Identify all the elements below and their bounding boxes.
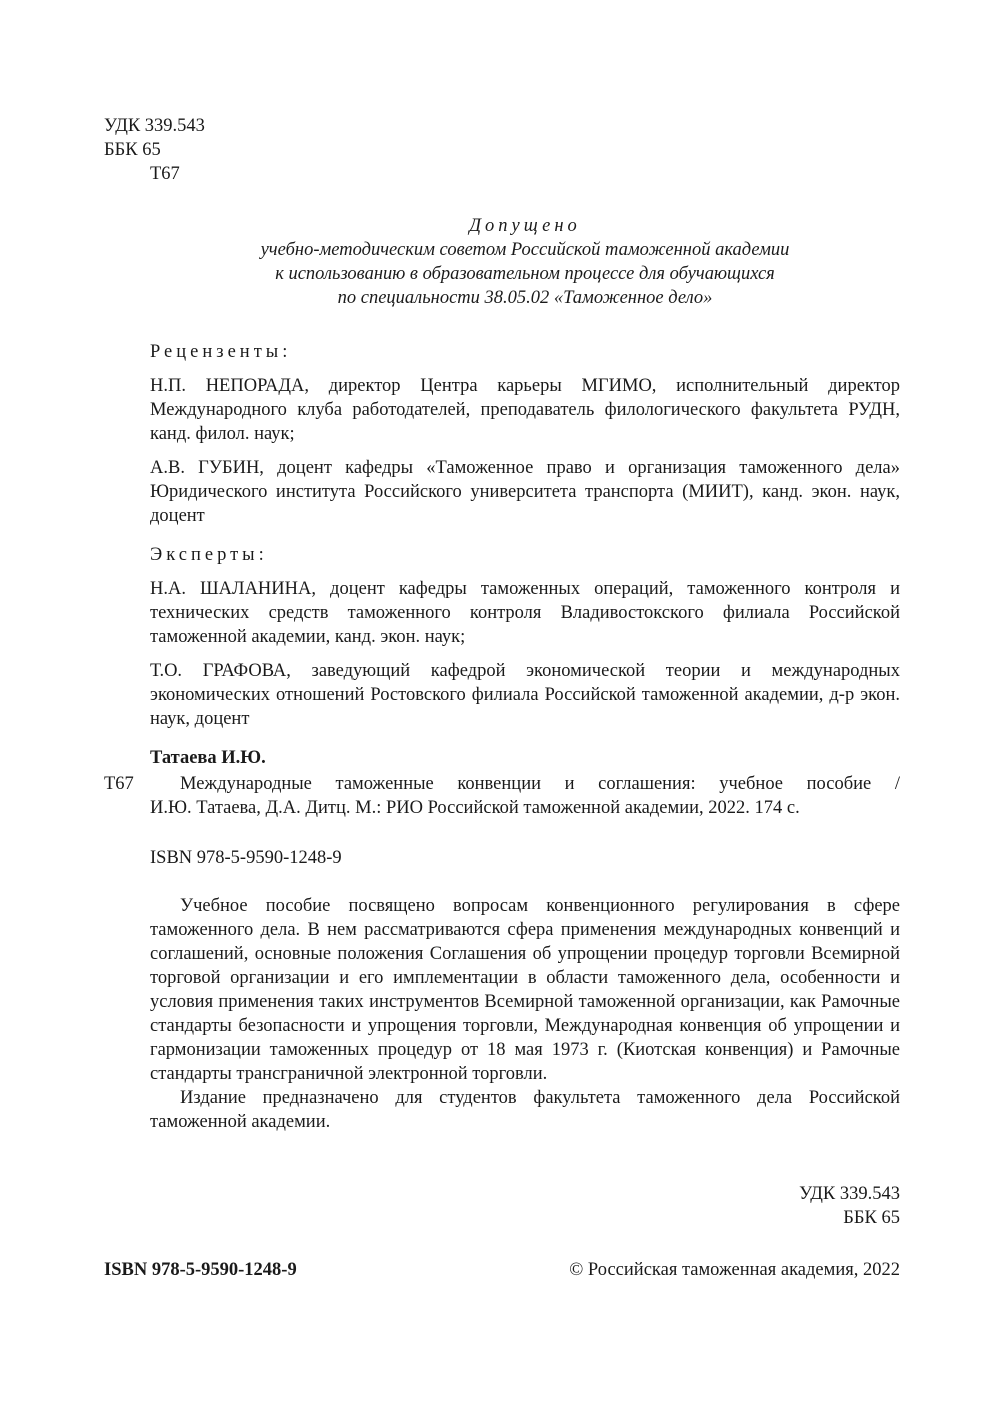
footer-classification [799,1182,900,1230]
abstract [150,894,900,1134]
abstract-paragraph: Издание предназначено для студентов факультета таможенного дела Российской таможенной академии. [150,1088,900,1132]
reviewer-entry: А.В. ГУБИН, доцент кафедры «Таможенное право и организация таможенного дела» Юридического института Российского университета транспорта (МИИТ), канд. экон. наук, доцент [150,458,900,526]
copyright: © Российская таможенная академия, 2022 [569,1260,900,1280]
abstract-paragraph: Учебное пособие посвящено вопросам конвенционного регулирования в сфере таможенного дела. В нем рассматриваются сфера применения международных конвенций и соглашений, основные положения Соглашения об упрощении процедур торговли Всемирной торговой организации и его имплементации в области таможенного дела, особенности и условия применения таких инструментов Всемирной таможенной организации, как Рамочные стандарты безопасности и упрощения торговли, Международная конвенция об упрощении и гармонизации таможенных процедур от 18 мая 1973 г. (Киотская конвенция) и Рамочные стандарты трансграничной электронной торговли. [150,896,900,1084]
approval-line: к использованию в образовательном процессе для обучающихся [275,264,775,284]
classification-block [104,114,205,186]
footer-udk: УДК 339.543 [799,1184,900,1204]
approval-title: Допущено [469,216,581,236]
bibliography-line-2: И.Ю. Татаева, Д.А. Дитц. М.: РИО Российской таможенной академии, 2022. 174 с. [150,798,800,818]
bibliographic-description [150,772,900,820]
bbk-code: ББК 65 [104,140,161,160]
bibliography-code: Т67 [104,774,134,794]
author-mark: Т67 [150,164,180,184]
expert-entry: Н.А. ШАЛАНИНА, доцент кафедры таможенных операций, таможенного контроля и технических средств таможенного контроля Владивостокского филиала Российской таможенной академии, канд. экон. наук; [150,579,900,647]
approval-block [150,214,900,310]
expert-entry: Т.О. ГРАФОВА, заведующий кафедрой экономической теории и международных экономических отношений Ростовского филиала Российской таможенной академии, д-р экон. наук, доцент [150,661,900,729]
reviewer-entry: Н.П. НЕПОРАДА, директор Центра карьеры МГИМО, исполнительный директор Международного клуба работодателей, преподаватель филологического факультета РУДН, канд. филол. наук; [150,376,900,444]
experts-heading: Эксперты: [150,545,268,565]
bibliography-line-1: Международные таможенные конвенции и соглашения: учебное пособие / [180,774,900,794]
author-heading: Татаева И.Ю. [150,748,266,768]
footer-bbk: ББК 65 [843,1208,900,1228]
experts-section [150,543,900,731]
udk-code: УДК 339.543 [104,116,205,136]
reviewers-section [150,340,900,528]
reviewers-heading: Рецензенты: [150,342,292,362]
isbn-line: ISBN 978-5-9590-1248-9 [150,848,342,868]
footer-isbn: ISBN 978-5-9590-1248-9 [104,1260,297,1280]
approval-line: по специальности 38.05.02 «Таможенное дело» [337,288,713,308]
approval-line: учебно-методическим советом Российской таможенной академии [260,240,790,260]
